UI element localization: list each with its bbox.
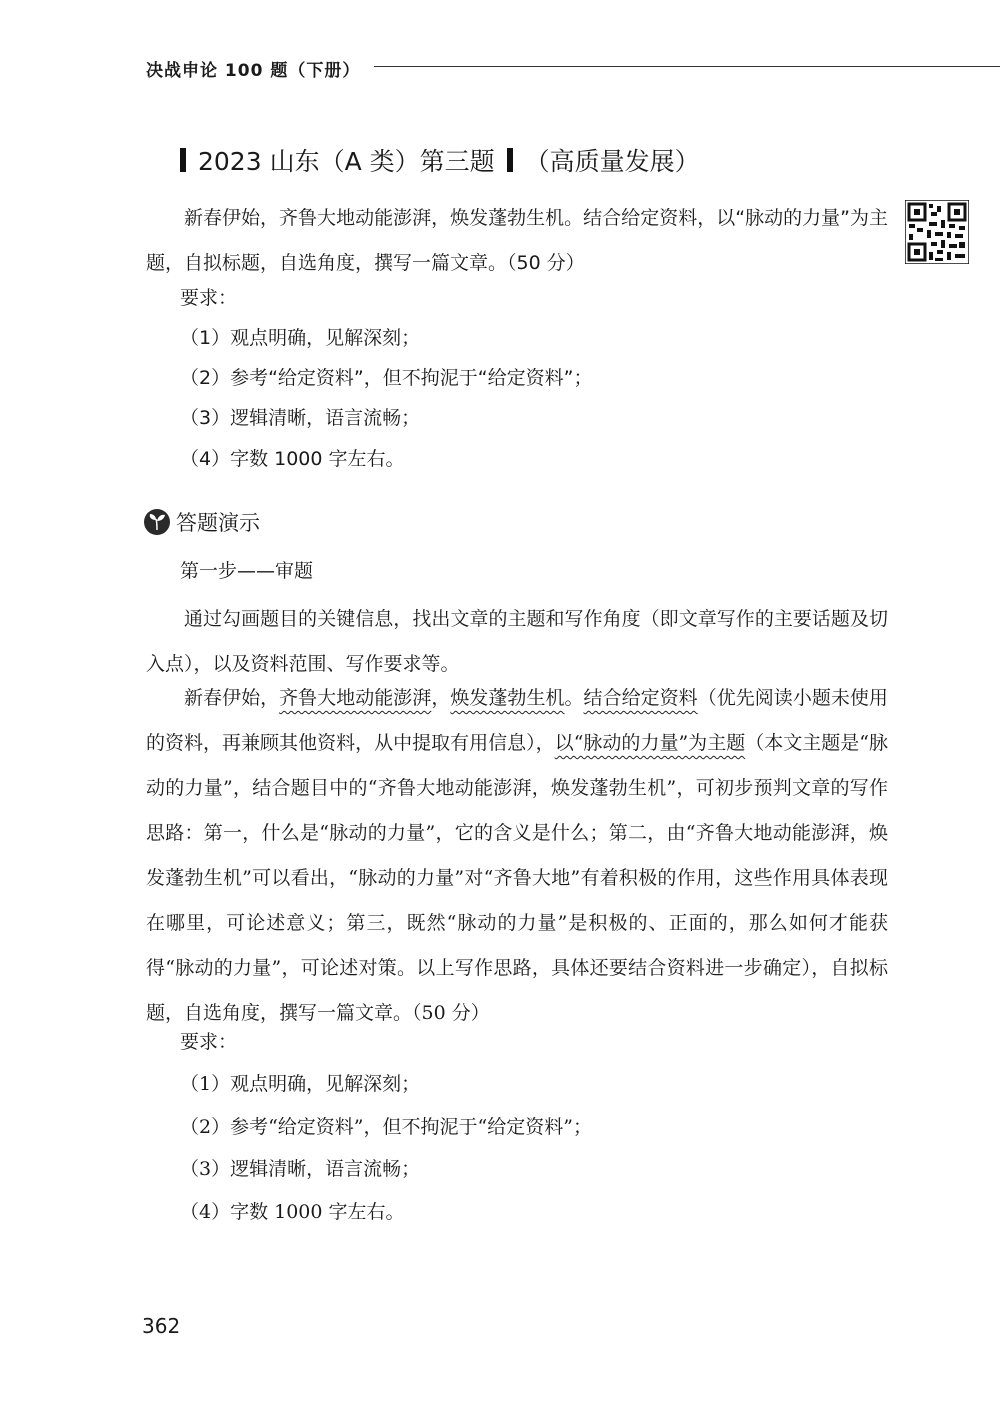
- requirement-item: （1）观点明确，见解深刻；: [180, 327, 421, 349]
- leaf-icon: [144, 509, 170, 535]
- analysis-text: （优先阅读小题未使用的资料，再兼顾其他资料，从中提取有用信息），: [146, 687, 888, 754]
- wavy-underline: 以“脉动的力量”为主题: [554, 732, 746, 754]
- requirement-item: （2）参考“给定资料”，但不拘泥于“给定资料”；: [180, 1116, 592, 1138]
- heading-topic: （高质量发展）: [524, 147, 700, 176]
- question-heading: [180, 142, 700, 178]
- running-title: 决战申论 100 题（下册）: [146, 61, 361, 81]
- heading-bar-right: [507, 148, 513, 172]
- answer-section-heading: [144, 507, 260, 537]
- wavy-underline: 齐鲁大地动能澎湃: [279, 687, 432, 709]
- requirement-item: （3）逻辑清晰，语言流畅；: [180, 1158, 421, 1180]
- requirement-item: （1）观点明确，见解深刻；: [180, 1073, 421, 1095]
- wavy-underline: 焕发蓬勃生机: [450, 687, 565, 709]
- analysis-paragraph: [146, 676, 888, 1036]
- wavy-underline: 结合给定资料: [583, 687, 698, 709]
- heading-bar-left: [180, 148, 186, 172]
- requirement-item: （4）字数 1000 字左右。: [180, 448, 405, 470]
- analysis-text: ，: [431, 687, 451, 709]
- heading-main: 2023 山东（A 类）第三题: [198, 147, 495, 176]
- requirements-label: 要求：: [180, 1031, 238, 1053]
- running-header: [146, 50, 906, 84]
- requirements-label: 要求：: [180, 287, 238, 309]
- answer-section-title: 答题演示: [176, 511, 260, 535]
- requirement-item: （2）参考“给定资料”，但不拘泥于“给定资料”；: [180, 367, 593, 389]
- requirement-item: （4）字数 1000 字左右。: [180, 1201, 405, 1223]
- step-title: 第一步——审题: [180, 560, 314, 582]
- analysis-text: 新春伊始，: [184, 687, 280, 709]
- qr-code-icon[interactable]: [905, 200, 969, 264]
- analysis-text: （本文主题是“脉动的力量”，结合题目中的“齐鲁大地动能澎湃，焕发蓬勃生机”，可初步预判文章的写作思路：第一，什么是“脉动的力量”，它的含义是什么；第二，由“齐鲁大地动能澎湃，焕发蓬勃生机”可以看出，“脉动的力量”对“齐鲁大地”有着积极的作用，这些作用具体表现在哪里，可论述意义；第三，既然“脉动的力量”是积极的、正面的，那么如何才能获得“脉动的力量”，可论述对策。以上写作思路，具体还要结合资料进一步确定），自拟标题，自选角度，撰写一篇文章。（50 分）: [146, 732, 888, 1024]
- step-intro: 通过勾画题目的关键信息，找出文章的主题和写作角度（即文章写作的主要话题及切入点），以及资料范围、写作要求等。: [146, 608, 888, 675]
- header-rule: [374, 66, 1000, 67]
- requirement-item: （3）逻辑清晰，语言流畅；: [180, 407, 421, 429]
- page-number: 362: [142, 1314, 181, 1338]
- analysis-text: 。: [564, 687, 584, 709]
- question-prompt: 新春伊始，齐鲁大地动能澎湃，焕发蓬勃生机。结合给定资料，以“脉动的力量”为主题，自拟标题，自选角度，撰写一篇文章。（50 分）: [146, 207, 888, 274]
